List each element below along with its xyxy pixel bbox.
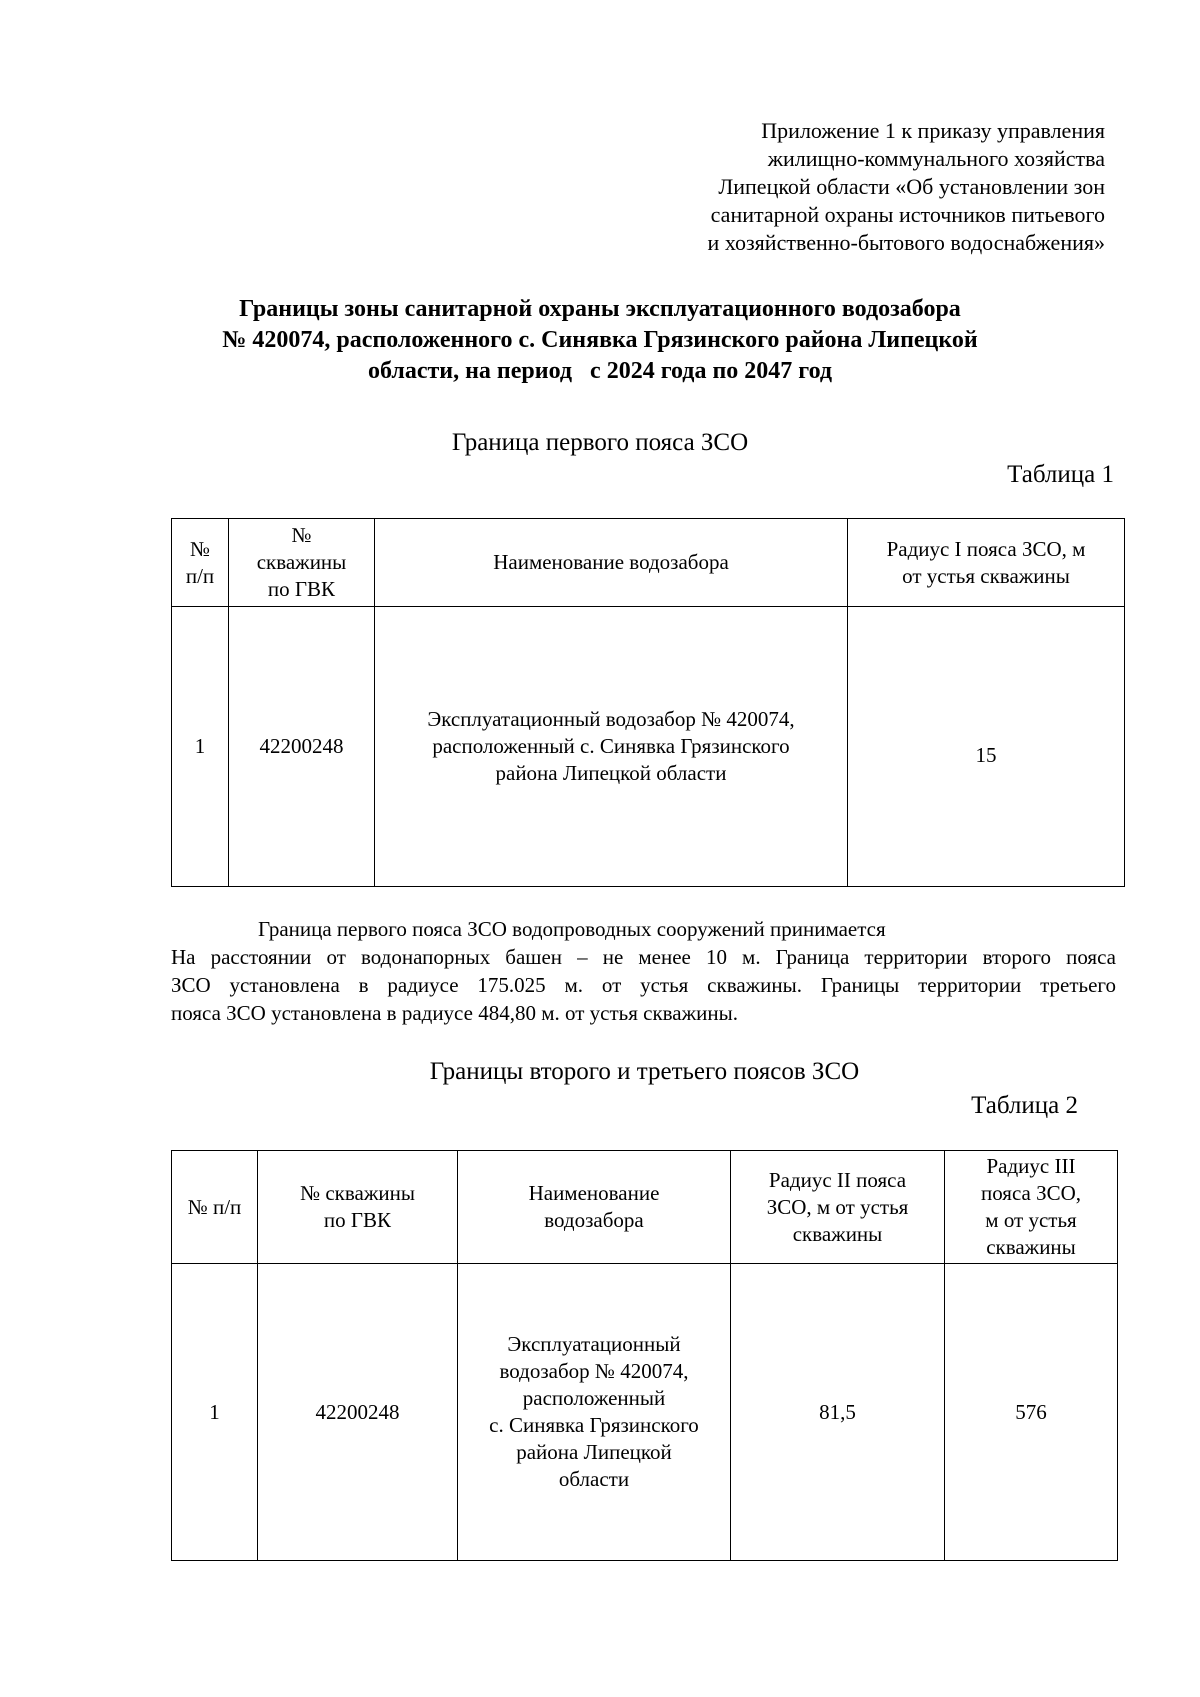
cell-line: Эксплуатационный xyxy=(507,1332,681,1356)
table1-cell-well: 42200248 xyxy=(229,607,375,887)
document-title xyxy=(100,294,1100,387)
cell-line: района Липецкой xyxy=(516,1440,672,1464)
table2-header-well xyxy=(258,1151,458,1264)
header-line: по ГВК xyxy=(323,1208,392,1232)
table1-header-row xyxy=(172,519,1125,607)
table-row xyxy=(172,607,1125,887)
cell-line: расположенный с. Синявка Грязинского xyxy=(432,734,790,758)
header-line: Радиус II пояса xyxy=(768,1167,907,1192)
appendix-line: Липецкой области «Об установлении зон xyxy=(718,174,1105,199)
title-line: области, на период с 2024 года по 2047 год xyxy=(367,358,833,384)
table2-label: Таблица 2 xyxy=(971,1092,1078,1119)
table1-cell-num: 1 xyxy=(172,607,229,887)
table-2 xyxy=(171,1150,1118,1561)
table-1 xyxy=(171,518,1125,887)
table2-header-radius3 xyxy=(945,1151,1118,1264)
table1-header-name xyxy=(375,519,848,607)
note-line: Граница первого пояса ЗСО водопроводных сооружений принимается xyxy=(258,917,886,941)
header-line: от устья скважины xyxy=(902,563,1070,588)
header-line: № п/п xyxy=(187,1194,242,1219)
header-line: Радиус III xyxy=(986,1154,1076,1178)
header-line: м от устья xyxy=(985,1208,1077,1232)
title-line: Границы зоны санитарной охраны эксплуатационного водозабора xyxy=(239,296,961,322)
cell-line: с. Синявка Грязинского xyxy=(489,1413,699,1437)
header-line: № скважины xyxy=(300,1181,415,1205)
table1-cell-name xyxy=(375,607,848,887)
header-line: по ГВК xyxy=(267,577,336,601)
table2-cell-num: 1 xyxy=(172,1264,258,1561)
table2-heading: Границы второго и третьего поясов ЗСО xyxy=(429,1058,860,1085)
table2-header-name xyxy=(458,1151,731,1264)
header-line: № xyxy=(291,523,312,547)
table2-cell-radius3: 576 xyxy=(945,1264,1118,1561)
header-line: Наименование водозабора xyxy=(493,550,729,574)
table2-cell-radius2: 81,5 xyxy=(731,1264,945,1561)
table1-label: Таблица 1 xyxy=(1007,461,1114,488)
header-line: ЗСО, м от устья xyxy=(766,1194,909,1219)
cell-line: водозабор № 420074, xyxy=(499,1359,689,1383)
table1-heading: Граница первого пояса ЗСО xyxy=(451,429,749,456)
appendix-line: и хозяйственно-бытового водоснабжения» xyxy=(707,230,1105,255)
header-line: скважины xyxy=(792,1221,883,1246)
cell-line: области xyxy=(558,1467,630,1491)
cell-line: расположенный xyxy=(522,1386,666,1410)
appendix-line: жилищно-коммунального хозяйства xyxy=(767,146,1105,171)
header-line: п/п xyxy=(185,563,215,588)
table1-header-well xyxy=(229,519,375,607)
appendix-reference xyxy=(585,117,1105,257)
appendix-line: санитарной охраны источников питьевого xyxy=(710,202,1105,227)
table1-header-radius xyxy=(848,519,1125,607)
cell-line: Эксплуатационный водозабор № 420074, xyxy=(427,707,795,731)
header-line: скважины xyxy=(256,550,347,574)
table2-header-row xyxy=(172,1151,1118,1264)
header-line: водозабора xyxy=(544,1208,644,1232)
header-line: скважины xyxy=(986,1235,1076,1259)
table2-cell-well: 42200248 xyxy=(258,1264,458,1561)
header-line: Радиус I пояса ЗСО, м xyxy=(886,536,1086,561)
cell-line: района Липецкой области xyxy=(495,761,727,785)
header-line: № xyxy=(189,536,211,561)
title-line: № 420074, расположенного с. Синявка Грязинского района Липецкой xyxy=(222,327,978,353)
table2-cell-name xyxy=(458,1264,731,1561)
appendix-line: Приложение 1 к приказу управления xyxy=(761,118,1105,143)
note-line: На расстоянии от водонапорных башен – не менее 10 м. Граница территории второго пояса xyxy=(171,945,1116,969)
note-line: ЗСО установлена в радиусе 175.025 м. от устья скважины. Границы территории третьего xyxy=(171,973,1116,997)
table1-header-num xyxy=(172,519,229,607)
table1-cell-radius: 15 xyxy=(848,607,1125,887)
table2-header-radius2 xyxy=(731,1151,945,1264)
table-row xyxy=(172,1264,1118,1561)
note-line: пояса ЗСО установлена в радиусе 484,80 м. от устья скважины. xyxy=(171,1001,738,1025)
table2-header-num xyxy=(172,1151,258,1264)
header-line: пояса ЗСО, xyxy=(980,1181,1082,1205)
note-paragraph xyxy=(171,915,1116,1027)
header-line: Наименование xyxy=(528,1181,660,1205)
